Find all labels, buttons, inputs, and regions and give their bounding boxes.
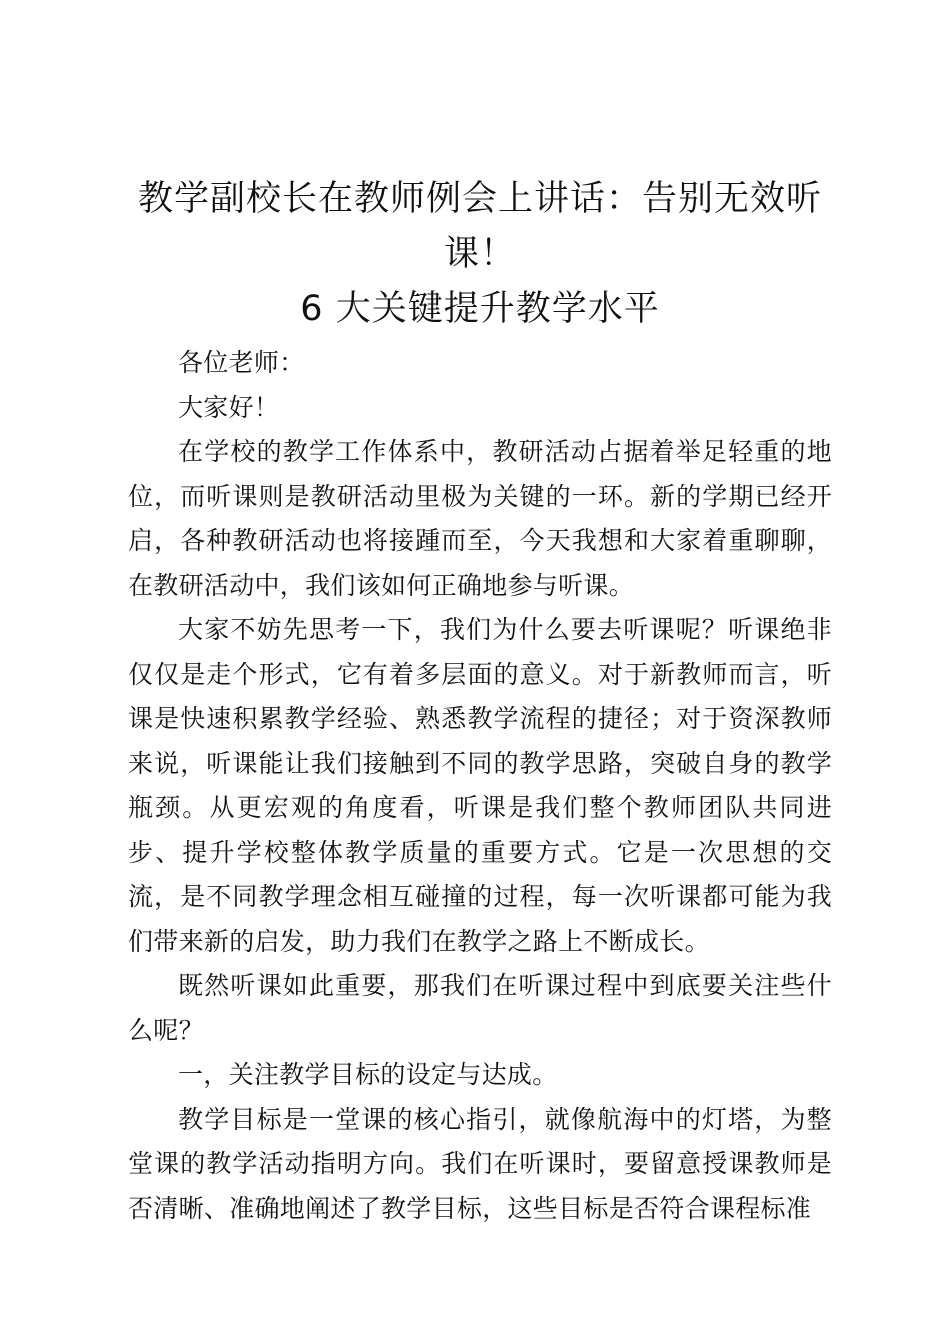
body-paragraph: 大家不妨先思考一下，我们为什么要去听课呢？听课绝非仅仅是走个形式，它有着多层面的意义。对于新教师而言，听课是快速积累教学经验、熟悉教学流程的捷径；对于资深教师来说，听课能让我们接触到不同的教学思路，突破自身的教学瓶颈。从更宏观的角度看，听课是我们整个教师团队共同进步、提升学校整体教学质量的重要方式。它是一次思想的交流，是不同教学理念相互碰撞的过程，每一次听课都可能为我们带来新的启发，助力我们在教学之路上不断成长。 bbox=[128, 615, 832, 956]
greeting: 大家好！ bbox=[178, 392, 280, 422]
document-title bbox=[128, 172, 832, 337]
body-paragraph: 在学校的教学工作体系中，教研活动占据着举足轻重的地位，而听课则是教研活动里极为关键的一环。新的学期已经开启，各种教研活动也将接踵而至，今天我想和大家着重聊聊，在教研活动中，我们该如何正确地参与听课。 bbox=[128, 437, 832, 600]
body-paragraph: 教学目标是一堂课的核心指引，就像航海中的灯塔，为整堂课的教学活动指明方向。我们在听课时，要留意授课教师是否清晰、准确地阐述了教学目标，这些目标是否符合课程标准 bbox=[128, 1104, 832, 1223]
title-line-1: 教学副校长在教师例会上讲话：告别无效听课！ bbox=[137, 179, 822, 274]
salutation: 各位老师： bbox=[178, 348, 305, 377]
document-body bbox=[128, 341, 832, 1231]
title-line-2: 6 大关键提升教学水平 bbox=[300, 289, 660, 329]
section-heading: 一，关注教学目标的设定与达成。 bbox=[178, 1060, 558, 1089]
body-paragraph: 既然听课如此重要，那我们在听课过程中到底要关注些什么呢？ bbox=[128, 971, 832, 1045]
